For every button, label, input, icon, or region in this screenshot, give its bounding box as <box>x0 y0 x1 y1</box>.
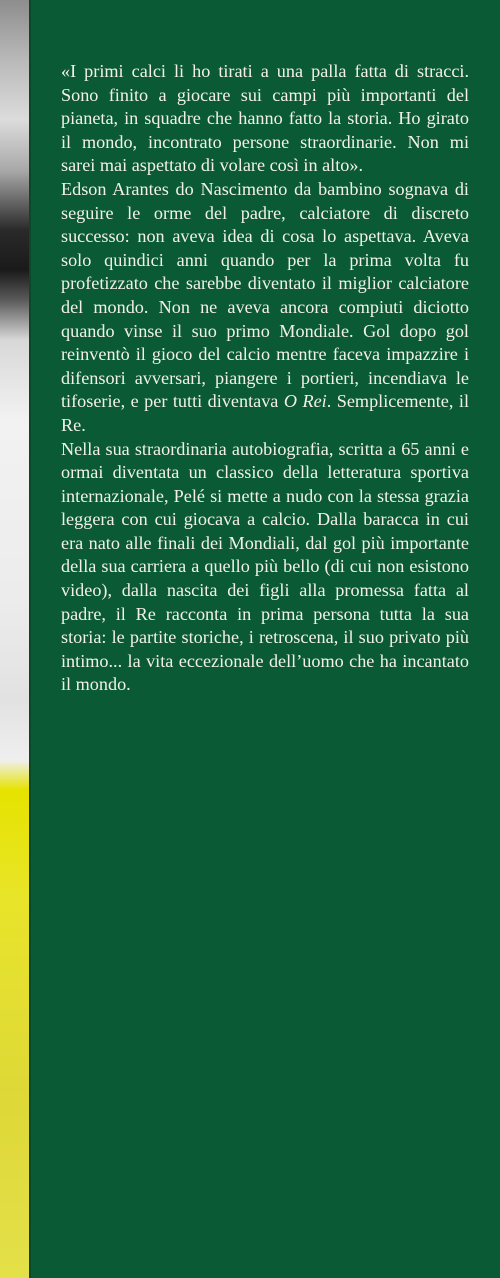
blurb-text <box>61 60 469 697</box>
biography-nickname: O Rei <box>283 391 327 412</box>
blurb-quote: «I primi calci li ho tirati a una palla fatta di stracci. Sono finito a giocare sui campi più importanti del pianeta, in squadre che hanno fatto la storia. Ho girato il mondo, incontrato persone straordinarie. Non mi sarei mai aspettato di volare così in alto». <box>61 61 469 176</box>
strip-divider <box>29 0 31 1278</box>
blurb-paragraph-autobiography: Nella sua straordinaria autobiografia, scritta a 65 anni e ormai diventata un classico della letteratura sportiva internazionale, Pelé si mette a nudo con la stessa grazia leggera con cui giocava a calcio. Dalla baracca in cui era nato alle finali dei Mondiali, dal gol più importante della sua carriera a quello più bello (di cui non esistono video), dalla nascita dei figli alla promessa fatta al padre, il Re racconta in prima persona tutta la sua storia: le partite storiche, i retroscena, il suo privato più intimo... la vita eccezionale dell’uomo che ha incantato il mondo. <box>61 438 469 695</box>
biography-text-end: . Semplicemente, il Re. <box>61 391 470 435</box>
biography-text-start: Edson Arantes do Nascimento da bambino sognava di seguire le orme del padre, calciatore di discreto successo: non aveva idea di cosa lo aspettava. Aveva solo quindici anni quando per la prima volta fu profetizzato che sarebbe diventato il miglior calciatore del mondo. Non ne aveva ancora compiuti diciotto quando vinse il suo primo Mondiale. Gol dopo gol reinventò il gioco del calcio mentre faceva impazzire i difensori avversari, piangere i portieri, incendiava le tifoserie, e per tutti diventava <box>61 178 469 412</box>
cover-photo-strip <box>0 0 29 1278</box>
blurb-paragraph-biography <box>61 178 469 438</box>
